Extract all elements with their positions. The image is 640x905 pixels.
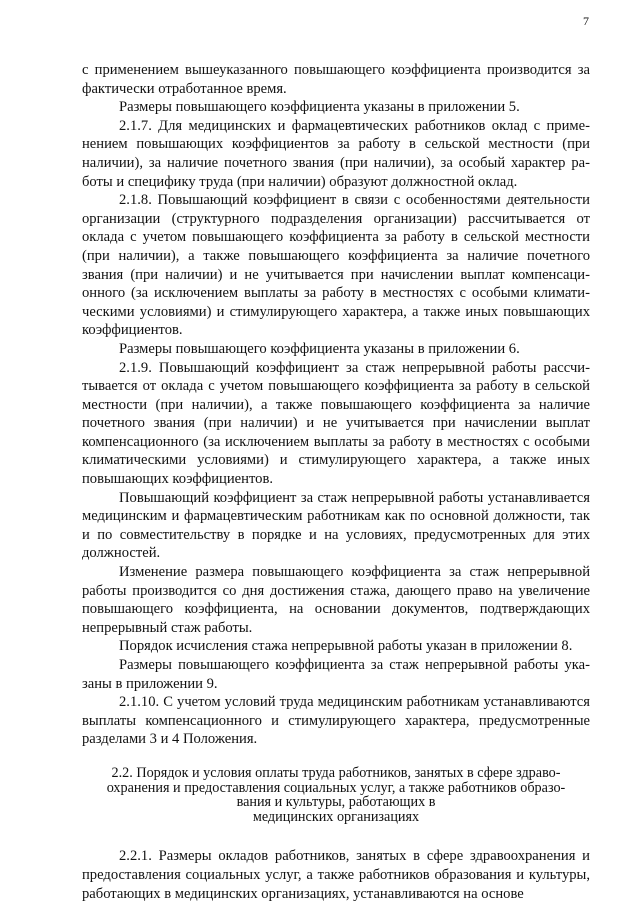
paragraph: Размеры повышающего коэффициента указаны в приложении 6. [119, 340, 520, 357]
section-heading-line: 2.2. Порядок и условия оплаты труда работников, занятых в сфере здраво- [111, 764, 561, 781]
paragraph: Размеры повышающего коэффициента указаны в приложении 5. [119, 99, 520, 116]
paragraph: с применением вышеуказанного повышающего коэффициента производится за фактически отработанное время. [82, 62, 590, 97]
section-heading-line: медицинских организациях [252, 808, 420, 825]
paragraph: Изменение размера повышающего коэффициента за стаж непрерывной работы производится со дня достижения стажа, дающего право на увеличение повышающего коэффициента, на основании документов, подтверждающих непрерывный стаж работы. [82, 564, 590, 636]
document-body [82, 61, 590, 903]
section-heading-line: вания и культуры, работающих в [236, 794, 436, 811]
section-heading [82, 766, 590, 824]
paragraph: 2.1.10. С учетом условий труда медицинским работникам устанавливаются выплаты компенсационного и стимулирующего характера, предусмотренные разделами 3 и 4 Положения. [82, 694, 590, 748]
page-number: 7 [583, 14, 589, 28]
paragraph: Повышающий коэффициент за стаж непрерывной работы устанавливается медицинским и фармацевтическим работникам как по основной должности, так и по совместительству в порядке и на условиях, предусмотренных для этих должностей. [82, 489, 590, 562]
paragraph: 2.1.8. Повышающий коэффициент в связи с особенностями деятельности организации (структурного подразделения организации) рассчитывается от оклада с учетом повышающего коэффициента за работу в сельской местности (при наличии), а также повышающего коэффициента за наличие почетного звания (при наличии) и не учитывается при начислении выплат компенсационного (за исключением выплаты за работу в местностях с особыми климатическими условиями) и стимулирующего характера, а также иных повышающих коэффициентов. [82, 192, 590, 339]
paragraph: 2.2.1. Размеры окладов работников, занятых в сфере здравоохранения и предоставления социальных услуг, а также работников образования и культуры, работающих в медицинских организациях, устанавливаются на основе [82, 848, 590, 902]
paragraph: 2.1.9. Повышающий коэффициент за стаж непрерывной работы рассчитывается от оклада с учетом повышающего коэффициента за работу в сельской местности (при наличии), а также повышающего коэффициента за наличие почетного звания (при наличии) и не учитывается при начислении выплат компенсационного (за исключением выплаты за работу в местностях с особыми климатическими условиями) и стимулирующего характера, а также иных повышающих коэффициентов. [82, 359, 590, 488]
paragraph: Размеры повышающего коэффициента за стаж непрерывной работы указаны в приложении 9. [82, 657, 590, 692]
paragraph: Порядок исчисления стажа непрерывной работы указан в приложении 8. [119, 638, 573, 655]
section-heading-line: охранения и предоставления социальных услуг, а также работников образо- [106, 779, 566, 796]
paragraph: 2.1.7. Для медицинских и фармацевтических работников оклад с применением повышающих коэффициентов за работу в сельской местности (при наличии), за наличие почетного звания (при наличии), за особый характер работы и специфику труда (при наличии) образуют должностной оклад. [82, 117, 590, 190]
